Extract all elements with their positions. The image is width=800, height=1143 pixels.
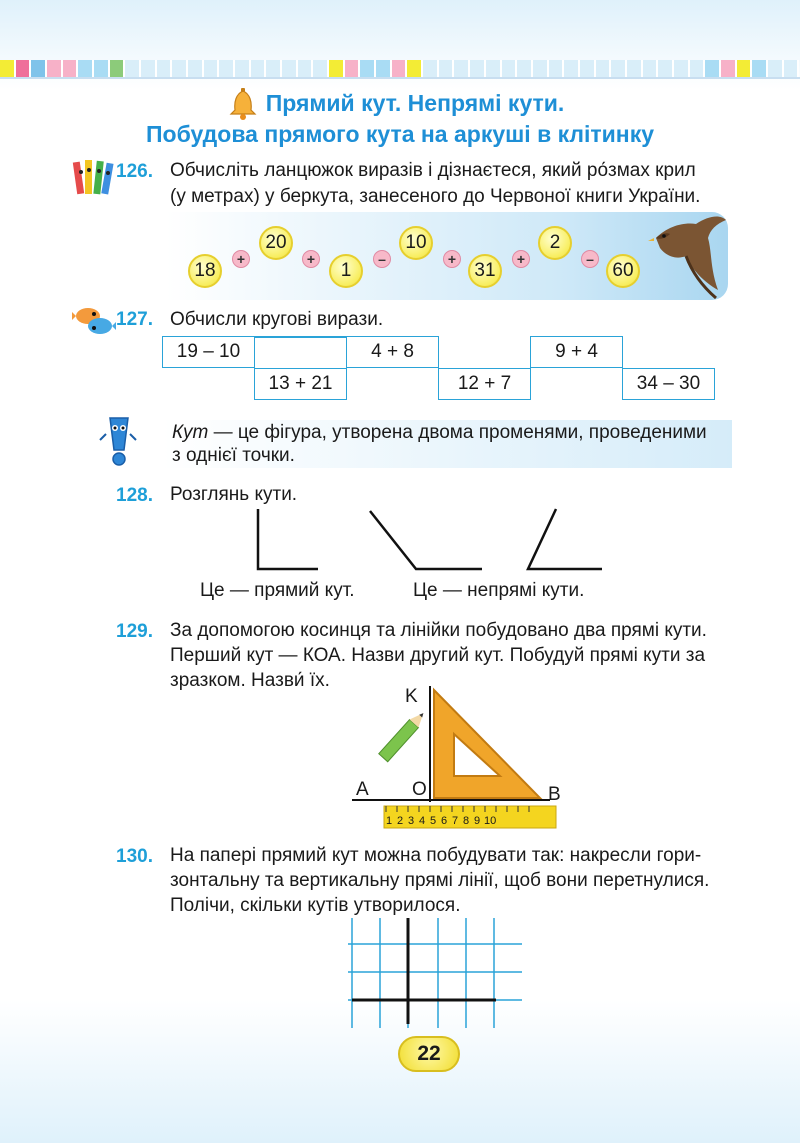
- expression-cell: 34 – 30: [622, 368, 715, 400]
- ruler-number: 6: [441, 815, 448, 827]
- definition-line1-rest: — це фігура, утворена двома променями, проведеними: [208, 422, 707, 443]
- strip-segment: [768, 60, 784, 77]
- page-title-line1: Прямий кут. Непрямі кути.: [265, 90, 565, 116]
- task-129-line3: зразком. Назви́ їх.: [170, 670, 330, 691]
- right-angle: [258, 509, 318, 569]
- task-126-line2: (у метрах) у беркута, занесеного до Червоної книги України.: [170, 186, 701, 207]
- strip-segment: [345, 60, 361, 77]
- page-title-line2: Побудова прямого кута на аркуші в клітинку: [145, 121, 655, 147]
- expression-cell: 9 + 4: [530, 336, 623, 368]
- expression-cell: 19 – 10: [162, 336, 255, 368]
- ruler-number: 10: [484, 815, 497, 827]
- chain-operator: +: [302, 250, 320, 268]
- strip-segment: [219, 60, 235, 77]
- strip-segment: [31, 60, 47, 77]
- strip-segment: [658, 60, 674, 77]
- chain-operator: –: [373, 250, 391, 268]
- chain-value: 2: [538, 226, 572, 260]
- ruler-number: 4: [419, 815, 426, 827]
- pencil-icon: [379, 709, 428, 762]
- strip-segment: [16, 60, 32, 77]
- ruler-number: 3: [408, 815, 415, 827]
- task-130-number: 130.: [116, 846, 153, 867]
- expression-cell: 4 + 8: [346, 336, 439, 368]
- strip-segment: [78, 60, 94, 77]
- task-130-line1: На папері прямий кут можна побудувати так: накресли гори-: [170, 845, 702, 866]
- task-130-line2: зонтальну та вертикальну прямі лінії, щоб вони перетнулися.: [170, 870, 710, 891]
- strip-segment: [0, 60, 16, 77]
- acute-angle: [528, 509, 602, 569]
- strip-segment: [188, 60, 204, 77]
- task-128-text: Розглянь кути.: [170, 484, 298, 505]
- task-126-line1: Обчисліть ланцюжок виразів і дізнаєтеся, який ро́змах крил: [170, 160, 696, 181]
- chain-value: 1: [329, 254, 363, 288]
- expression-cell: 13 + 21: [254, 368, 347, 400]
- chain-operator: +: [512, 250, 530, 268]
- strip-segment: [470, 60, 486, 77]
- strip-segment: [235, 60, 251, 77]
- strip-segment: [737, 60, 753, 77]
- header-color-strip: [0, 60, 800, 77]
- strip-segment: [611, 60, 627, 77]
- strip-segment: [752, 60, 768, 77]
- label-k: K: [405, 686, 418, 707]
- chain-value: 20: [259, 226, 293, 260]
- strip-segment: [627, 60, 643, 77]
- strip-segment: [47, 60, 63, 77]
- strip-segment: [266, 60, 282, 77]
- definition-term: Кут: [172, 422, 209, 443]
- connector-line: [254, 336, 346, 338]
- strip-segment: [486, 60, 502, 77]
- strip-segment: [690, 60, 706, 77]
- strip-segment: [204, 60, 220, 77]
- strip-segment: [423, 60, 439, 77]
- ruler-number: 7: [452, 815, 459, 827]
- page-number: 22: [398, 1036, 460, 1072]
- grid-figure: [348, 918, 526, 1030]
- set-square-figure: [350, 678, 570, 834]
- strip-segment: [94, 60, 110, 77]
- chain-value: 31: [468, 254, 502, 288]
- strip-segment: [705, 60, 721, 77]
- chain-value: 18: [188, 254, 222, 288]
- strip-segment: [141, 60, 157, 77]
- ruler-numbers: [386, 815, 566, 829]
- task-130-line3: Полічи, скільки кутів утворилося.: [170, 895, 461, 916]
- strip-segment: [564, 60, 580, 77]
- strip-segment: [784, 60, 800, 77]
- strip-segment: [125, 60, 141, 77]
- exclamation-mascot-icon: [98, 416, 138, 468]
- strip-segment: [313, 60, 329, 77]
- chain-value: 10: [399, 226, 433, 260]
- ruler-number: 9: [474, 815, 481, 827]
- strip-segment: [502, 60, 518, 77]
- caption-non-right-angles: Це — непрямі кути.: [413, 580, 585, 601]
- strip-segment: [251, 60, 267, 77]
- task-129-line2: Перший кут — КОА. Назви другий кут. Побудуй прямі кути за: [170, 645, 706, 666]
- strip-segment: [643, 60, 659, 77]
- pencils-icon: [72, 156, 116, 202]
- strip-segment: [533, 60, 549, 77]
- task-126-number: 126.: [116, 161, 153, 182]
- strip-segment: [329, 60, 345, 77]
- chain-operator: +: [443, 250, 461, 268]
- strip-segment: [360, 60, 376, 77]
- chain-value: 60: [606, 254, 640, 288]
- ruler-number: 8: [463, 815, 470, 827]
- strip-segment: [549, 60, 565, 77]
- strip-segment: [580, 60, 596, 77]
- strip-segment: [172, 60, 188, 77]
- strip-segment: [454, 60, 470, 77]
- task-128-number: 128.: [116, 485, 153, 506]
- task-127-text: Обчисли кругові вирази.: [170, 309, 384, 330]
- task-129-number: 129.: [116, 621, 153, 642]
- angles-figure: [250, 505, 610, 575]
- caption-right-angle: Це — прямий кут.: [200, 580, 355, 601]
- strip-segment: [282, 60, 298, 77]
- chain-operator: +: [232, 250, 250, 268]
- fish-icon: [72, 302, 116, 340]
- header-divider: [0, 77, 800, 79]
- expression-cell: 12 + 7: [438, 368, 531, 400]
- definition-line2: з однієї точки.: [172, 445, 295, 466]
- strip-segment: [596, 60, 612, 77]
- strip-segment: [721, 60, 737, 77]
- task-129-line1: За допомогою косинця та лінійки побудовано два прямі кути.: [170, 620, 707, 641]
- chain-operator: –: [581, 250, 599, 268]
- strip-segment: [63, 60, 79, 77]
- eagle-illustration: [646, 208, 728, 304]
- strip-segment: [392, 60, 408, 77]
- ruler-number: 2: [397, 815, 404, 827]
- task-127-number: 127.: [116, 309, 153, 330]
- strip-segment: [110, 60, 126, 77]
- strip-segment: [674, 60, 690, 77]
- ruler-number: 1: [386, 815, 393, 827]
- strip-segment: [376, 60, 392, 77]
- obtuse-angle: [370, 511, 482, 569]
- ruler-number: 5: [430, 815, 437, 827]
- strip-segment: [298, 60, 314, 77]
- strip-segment: [157, 60, 173, 77]
- label-b: B: [548, 784, 561, 805]
- label-a: A: [356, 779, 369, 800]
- strip-segment: [517, 60, 533, 77]
- label-o: O: [412, 779, 427, 800]
- strip-segment: [439, 60, 455, 77]
- strip-segment: [407, 60, 423, 77]
